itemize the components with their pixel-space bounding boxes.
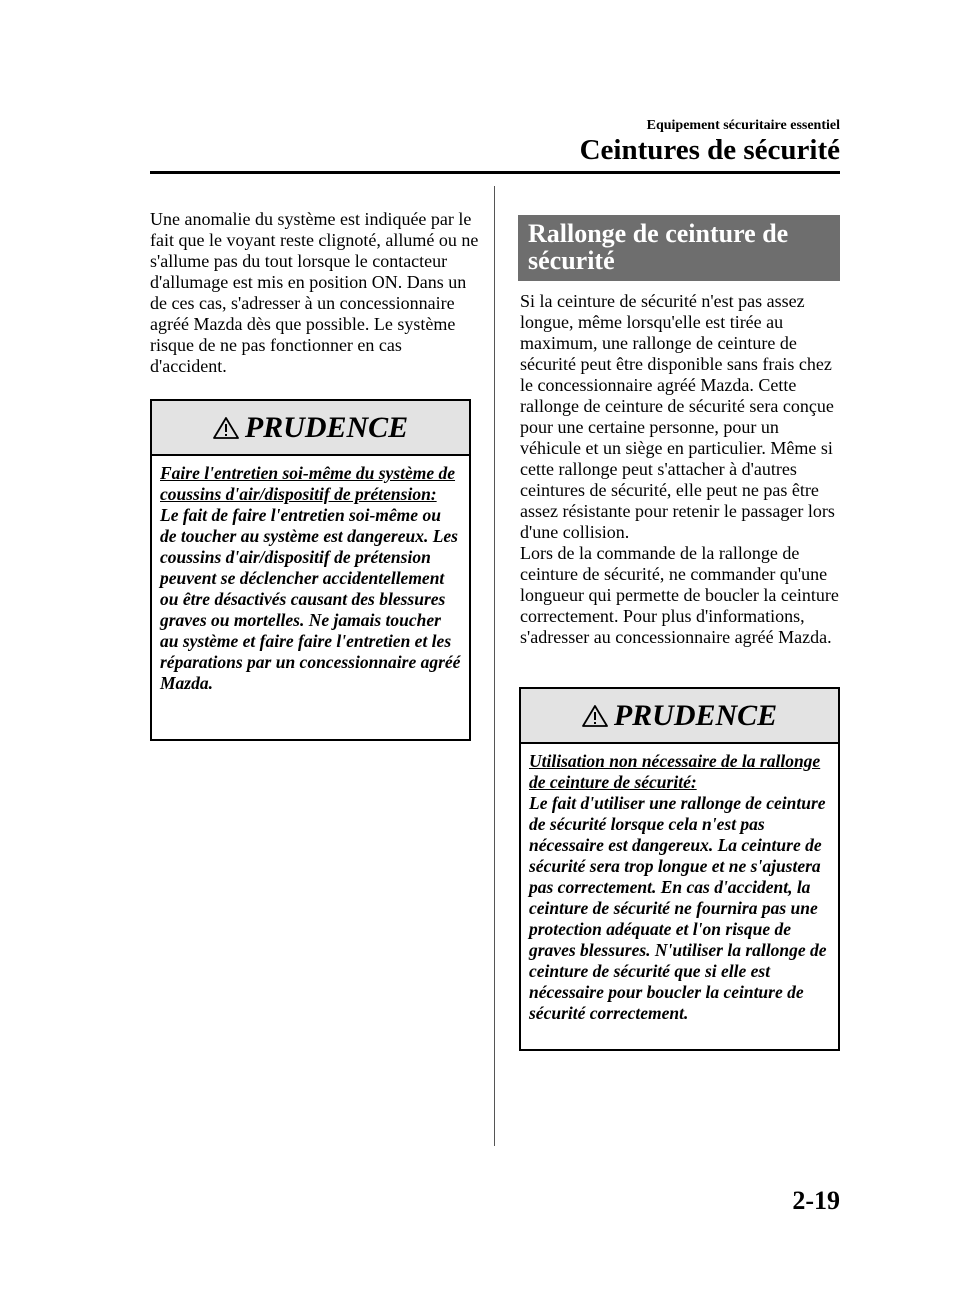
warning-triangle-icon xyxy=(582,704,608,728)
right-text xyxy=(520,291,840,648)
caution-text: Le fait de faire l'entretien soi-même ou de toucher au système est dangereux. Les coussins d'air/dispositif de prétension peuvent se déclencher accidentellement ou être désactivés causant des blessures graves ou mortelles. Ne jamais toucher au système et faire faire l'entretien et les réparations par un concessionnaire agréé Mazda. xyxy=(160,505,461,693)
right-paragraph-1: Si la ceinture de sécurité n'est pas assez longue, même lorsqu'elle est tirée au maximum, une rallonge de ceinture de sécurité peut être disponible sans frais chez le concessionnaire agréé Mazda. Cette rallonge de ceinture de sécurité sera conçue pour une certaine personne, pour un véhicule et un siège en particulier. Même si cette rallonge peut s'attacher à d'autres ceintures de sécurité, elle peut ne pas être assez résistante pour retenir le passager lors d'une collision. xyxy=(520,291,835,542)
caution-subtitle: Utilisation non nécessaire de la rallonge de ceinture de sécurité: xyxy=(529,751,821,792)
section-title-banner: Rallonge de ceinture de sécurité xyxy=(518,215,840,281)
caution-subtitle: Faire l'entretien soi-même du système de coussins d'air/dispositif de prétension: xyxy=(160,463,456,504)
column-divider xyxy=(494,186,495,1146)
caution-box-airbag xyxy=(150,399,471,741)
caution-label: PRUDENCE xyxy=(244,410,409,444)
caution-header xyxy=(152,401,469,456)
left-paragraph: Une anomalie du système est indiquée par le fait que le voyant reste clignoté, allumé ou ne s'allume pas du tout lorsque le contacteur d'allumage est mis en position ON. Dans un de ces cas, s'adresser à un concessionnaire agréé Mazda dès que possible. Le système risque de ne pas fonctionner en cas d'accident. xyxy=(150,209,479,376)
header-section-name: Equipement sécuritaire essentiel xyxy=(646,118,840,133)
page-number: 2-19 xyxy=(792,1186,840,1215)
caution-body xyxy=(521,744,838,1024)
header-divider xyxy=(150,171,840,174)
warning-triangle-icon xyxy=(213,416,239,440)
page-title: Ceintures de sécurité xyxy=(579,134,840,166)
right-paragraph-2: Lors de la commande de la rallonge de ceinture de sécurité, ne commander qu'une longueur qui permette de boucler la ceinture correctement. Pour plus d'informations, s'adresser au concessionnaire agréé Mazda. xyxy=(520,543,839,647)
caution-label: PRUDENCE xyxy=(613,698,778,732)
caution-body xyxy=(152,456,469,694)
caution-box-extender xyxy=(519,687,840,1051)
caution-header xyxy=(521,689,838,744)
caution-text: Le fait d'utiliser une rallonge de ceinture de sécurité lorsque cela n'est pas nécessaire est dangereux. La ceinture de sécurité sera trop longue et ne s'ajustera pas correctement. En cas d'accident, la ceinture de sécurité ne fournira pas une protection adéquate et l'on risque de graves blessures. N'utiliser la rallonge de ceinture de sécurité que si elle est nécessaire pour boucler la ceinture de sécurité correctement. xyxy=(529,793,827,1023)
